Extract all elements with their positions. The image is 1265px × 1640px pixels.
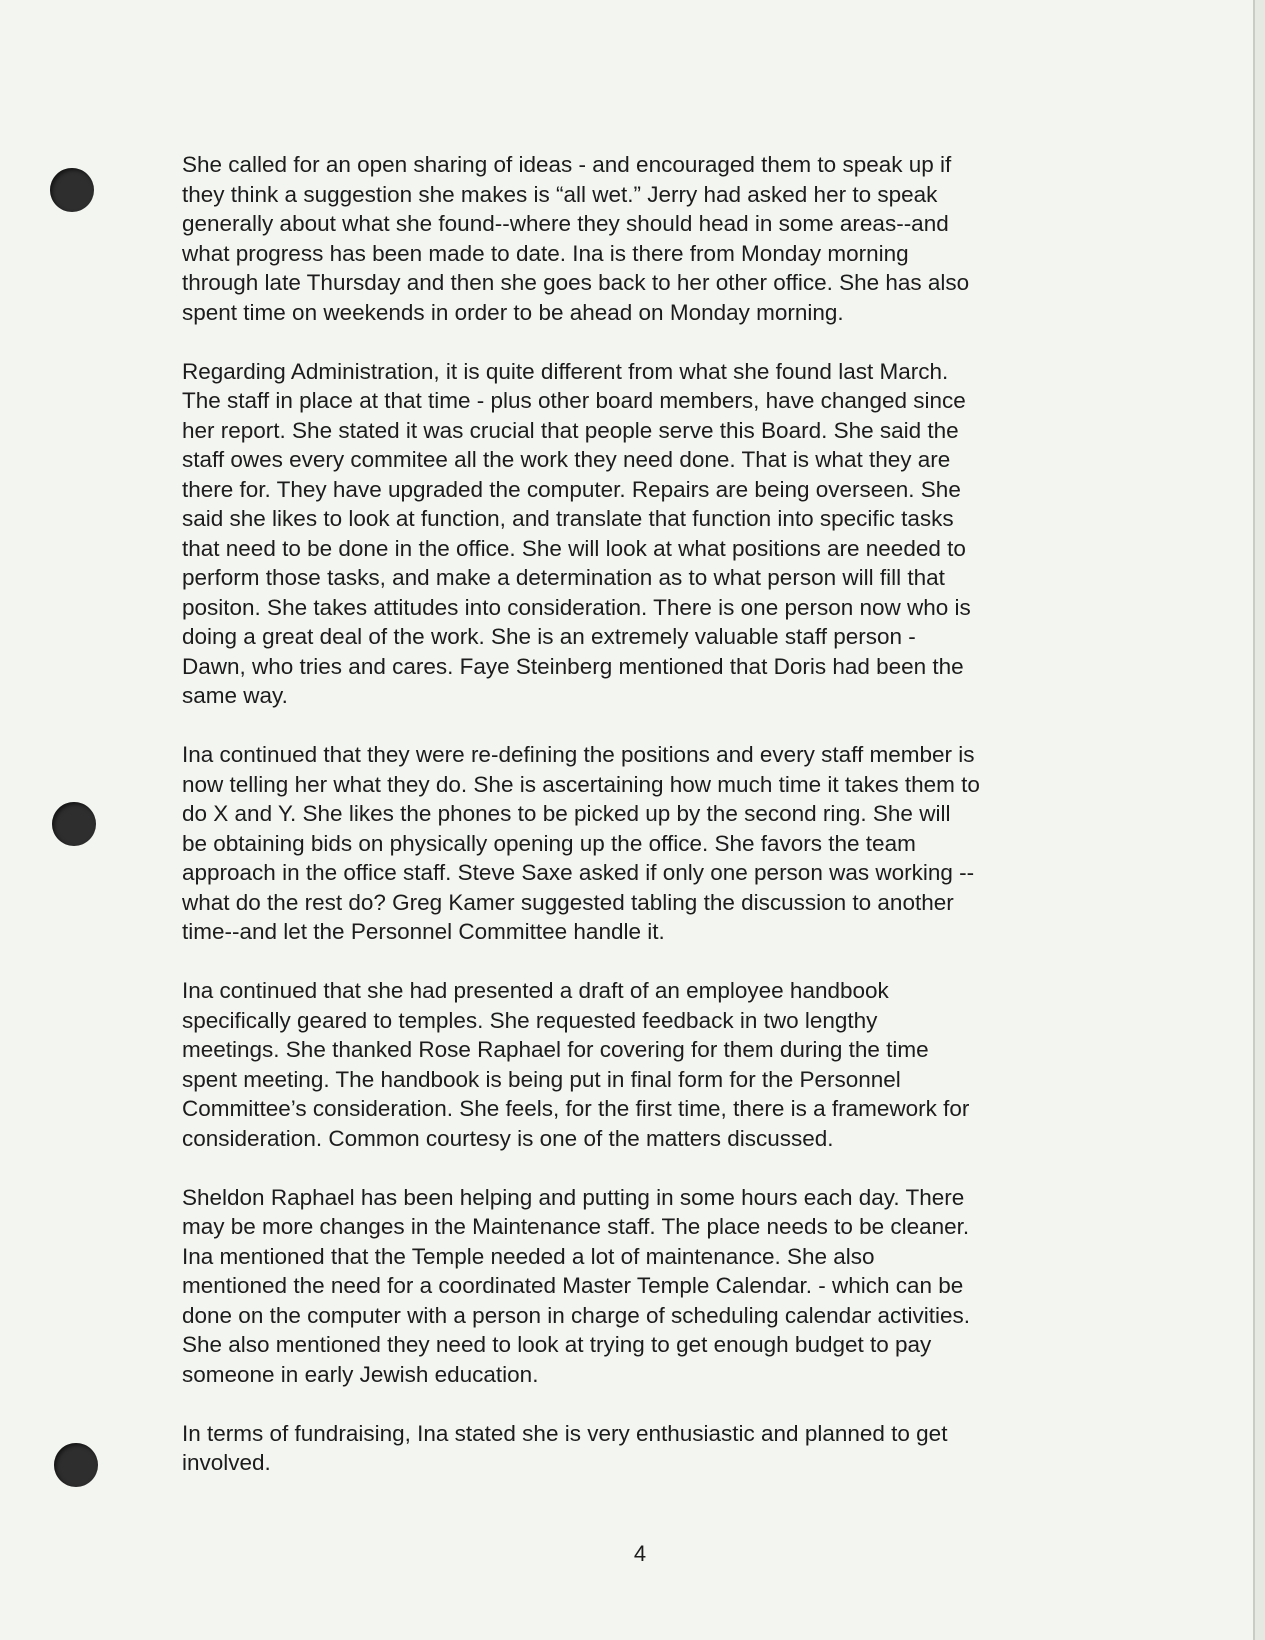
paragraph [182, 740, 1082, 947]
text-line: now telling her what they do. She is ascertaining how much time it takes them to [182, 771, 980, 797]
text-line: involved. [182, 1450, 271, 1475]
text-line: The staff in place at that time - plus other board members, have changed since [182, 388, 966, 413]
text-line: Regarding Administration, it is quite different from what she found last March. [182, 358, 949, 384]
text-line: someone in early Jewish education. [182, 1361, 539, 1387]
binder-hole [50, 168, 94, 212]
text-line: positon. She takes attitudes into consideration. There is one person now who is [182, 594, 971, 620]
page-edge [1255, 0, 1265, 1640]
text-line: be obtaining bids on physically opening up the office. She favors the team [182, 830, 916, 856]
text-line: specifically geared to temples. She requested feedback in two lengthy [182, 1007, 878, 1033]
text-line: Committee’s consideration. She feels, for the first time, there is a framework for [182, 1096, 970, 1121]
paragraph [182, 357, 1082, 711]
text-line: perform those tasks, and make a determination as to what person will fill that [182, 565, 945, 590]
text-line: doing a great deal of the work. She is an extremely valuable staff person - [182, 624, 916, 649]
paragraph [182, 150, 1082, 327]
text-line: spent time on weekends in order to be ahead on Monday morning. [182, 299, 844, 325]
text-line: time--and let the Personnel Committee handle it. [182, 919, 665, 944]
paragraph [182, 1419, 1082, 1478]
paragraph [182, 1183, 1082, 1390]
text-line: Dawn, who tries and cares. Faye Steinberg mentioned that Doris had been the [182, 653, 964, 679]
text-line: what do the rest do? Greg Kamer suggested tabling the discussion to another [182, 889, 954, 915]
text-line: do X and Y. She likes the phones to be picked up by the second ring. She will [182, 801, 951, 826]
text-line: spent meeting. The handbook is being put in final form for the Personnel [182, 1066, 901, 1092]
text-line: through late Thursday and then she goes back to her other office. She has also [182, 270, 970, 295]
text-line: Ina continued that they were re-defining the positions and every staff member is [182, 742, 975, 767]
text-line: same way. [182, 683, 288, 708]
text-line: staff owes every commitee all the work they need done. That is what they are [182, 447, 951, 472]
text-line: consideration. Common courtesy is one of the matters discussed. [182, 1125, 834, 1151]
binder-hole [52, 802, 96, 846]
text-line: Ina mentioned that the Temple needed a lot of maintenance. She also [182, 1243, 875, 1269]
text-line: meetings. She thanked Rose Raphael for covering for them during the time [182, 1037, 929, 1062]
text-line: She called for an open sharing of ideas - and encouraged them to speak up if [182, 152, 952, 177]
text-line: She also mentioned they need to look at trying to get enough budget to pay [182, 1332, 932, 1357]
text-line: In terms of fundraising, Ina stated she is very enthusiastic and planned to get [182, 1420, 948, 1446]
text-line: Sheldon Raphael has been helping and putting in some hours each day. There [182, 1184, 965, 1210]
text-line: Ina continued that she had presented a draft of an employee handbook [182, 978, 889, 1003]
text-line: may be more changes in the Maintenance staff. The place needs to be cleaner. [182, 1214, 970, 1239]
text-line: they think a suggestion she makes is “all wet.” Jerry had asked her to speak [182, 181, 938, 207]
text-line: her report. She stated it was crucial that people serve this Board. She said the [182, 417, 959, 443]
text-line: that need to be done in the office. She will look at what positions are needed to [182, 535, 966, 561]
binder-hole [54, 1443, 98, 1487]
body-text [182, 150, 1082, 1507]
text-line: there for. They have upgraded the computer. Repairs are being overseen. She [182, 476, 961, 502]
page-number: 4 [633, 1541, 647, 1566]
text-line: generally about what she found--where they should head in some areas--and [182, 211, 949, 236]
paragraph [182, 976, 1082, 1153]
text-line: done on the computer with a person in charge of scheduling calendar activities. [182, 1302, 970, 1328]
text-line: approach in the office staff. Steve Saxe asked if only one person was working -- [182, 860, 975, 885]
text-line: what progress has been made to date. Ina is there from Monday morning [182, 240, 909, 266]
text-line: said she likes to look at function, and translate that function into specific tasks [182, 506, 954, 531]
text-line: mentioned the need for a coordinated Master Temple Calendar. - which can be [182, 1273, 964, 1298]
